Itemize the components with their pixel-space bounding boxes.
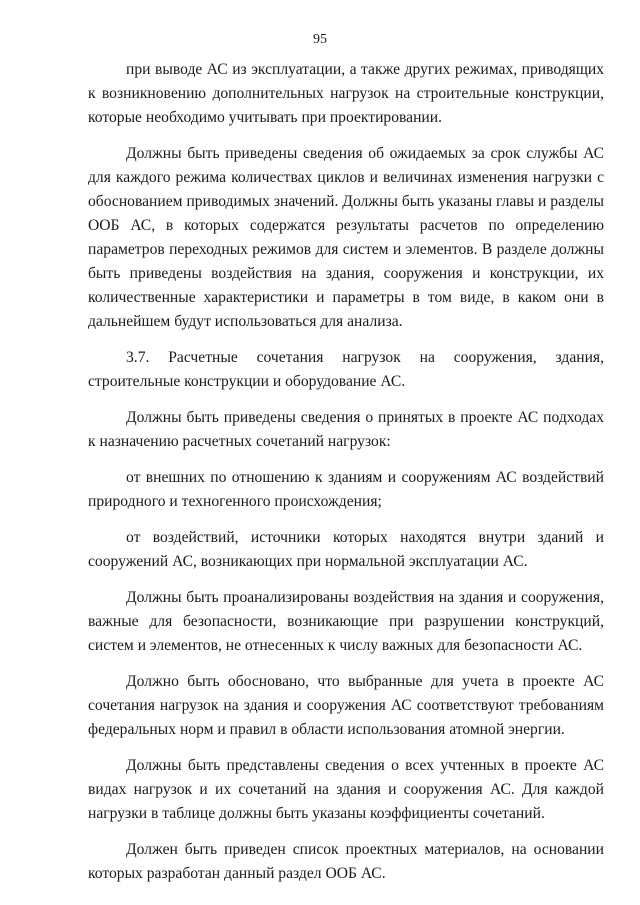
- section-heading-3-7: 3.7. Расчетные сочетания нагрузок на сооружения, здания, строительные конструкции и оборудование АС.: [88, 349, 604, 390]
- paragraph-continuation: при выводе АС из эксплуатации, а также других режимах, приводящих к возникновению дополнительных нагрузок на строительные конструкции, которые необходимо учитывать при проектировании.: [88, 61, 604, 126]
- paragraph-approaches: Должны быть приведены сведения о принятых в проекте АС подходах к назначению расчетных сочетаний нагрузок:: [88, 409, 604, 450]
- paragraph-compliance: Должно быть обосновано, что выбранные для учета в проекте АС сочетания нагрузок на здания и сооружения АС соответствуют требованиям федеральных норм и правил в области использования атомной энергии.: [88, 673, 604, 738]
- list-item-internal-impacts: от воздействий, источники которых находятся внутри зданий и сооружений АС, возникающих при нормальной эксплуатации АС.: [88, 529, 604, 570]
- page-number: 95: [313, 32, 327, 47]
- paragraph-load-cycles: Должны быть приведены сведения об ожидаемых за срок службы АС для каждого режима количествах циклов и величинах изменения нагрузки с обоснованием приводимых значений. Должны быть указаны главы и разделы ООБ АС, в которых содержатся результаты расчетов по определению параметров переходных режимов для систем и элементов. В разделе должны быть приведены воздействия на здания, сооружения и конструкции, их количественные характеристики и параметры в том виде, в каком они в дальнейшем будут использоваться для анализа.: [88, 145, 604, 330]
- paragraph-materials-list: Должен быть приведен список проектных материалов, на основании которых разработан данный раздел ООБ АС.: [88, 841, 604, 882]
- list-item-external-impacts: от внешних по отношению к зданиям и сооружениям АС воздействий природного и техногенного происхождения;: [88, 469, 604, 510]
- paragraph-load-types: Должны быть представлены сведения о всех учтенных в проекте АС видах нагрузок и их сочетаний на здания и сооружения АС. Для каждой нагрузки в таблице должны быть указаны коэффициенты сочетаний.: [88, 757, 604, 822]
- paragraph-destruction-impacts: Должны быть проанализированы воздействия на здания и сооружения, важные для безопасности, возникающие при разрушении конструкций, систем и элементов, не отнесенных к числу важных для безопасности АС.: [88, 589, 604, 654]
- body-text: [88, 58, 604, 886]
